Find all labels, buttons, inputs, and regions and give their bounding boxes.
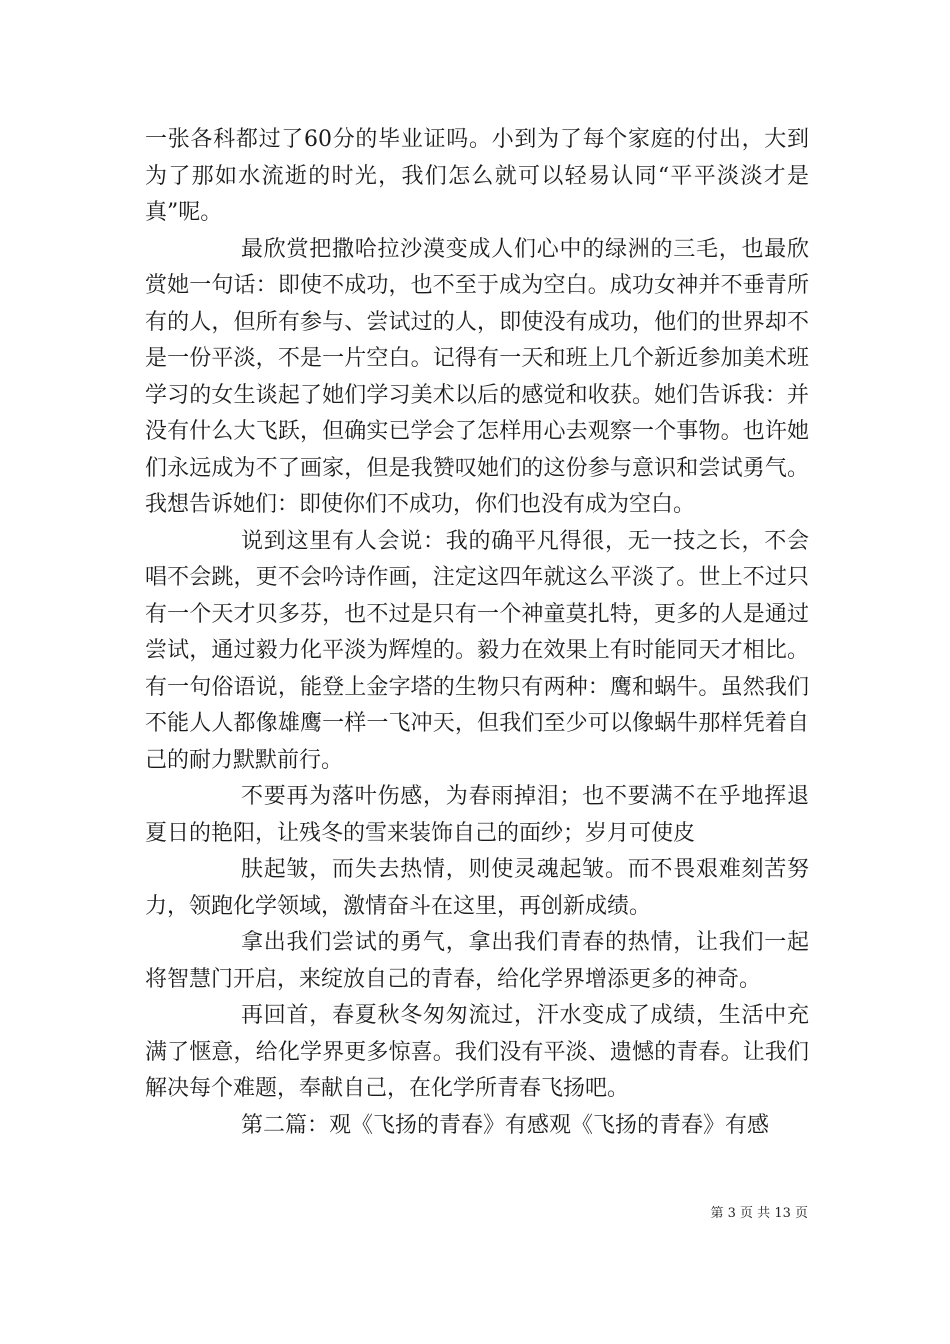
- paragraph-3: 说到这里有人会说：我的确平凡得很，无一技之长，不会唱不会跳，更不会吟诗作画，注定这四年就这么平淡了。世上不过只有一个天才贝多芬，也不过是只有一个神童莫扎特，更多的人是通过尝试，通过毅力化平淡为辉煌的。毅力在效果上有时能同天才相比。有一句俗语说，能登上金字塔的生物只有两种：鹰和蜗牛。虽然我们不能人人都像雄鹰一样一飞冲天，但我们至少可以像蜗牛那样凭着自己的耐力默默前行。: [145, 528, 809, 773]
- paragraph-7: 再回首，春夏秋冬匆匆流过，汗水变成了成绩，生活中充满了惬意，给化学界更多惊喜。我们没有平淡、遗憾的青春。让我们解决每个难题，奉献自己，在化学所青春飞扬吧。: [145, 1003, 809, 1101]
- paragraph-5: 肤起皱，而失去热情，则使灵魂起皱。而不畏艰难刻苦努力，领跑化学领域，激情奋斗在这里，再创新成绩。: [145, 857, 809, 919]
- page-number-footer: 第 3 页 共 13 页: [710, 1206, 808, 1221]
- section-heading-part-two: 第二篇：观《飞扬的青春》有感观《飞扬的青春》有感: [241, 1112, 770, 1138]
- paragraph-2: 最欣赏把撒哈拉沙漠变成人们心中的绿洲的三毛，也最欣赏她一句话：即使不成功，也不至于成为空白。成功女神并不垂青所有的人，但所有参与、尝试过的人，即使没有成功，他们的世界却不是一份平淡，不是一片空白。记得有一天和班上几个新近参加美术班学习的女生谈起了她们学习美术以后的感觉和收获。她们告诉我：并没有什么大飞跃，但确实已学会了怎样用心去观察一个事物。也许她们永远成为不了画家，但是我赞叹她们的这份参与意识和尝试勇气。我想告诉她们：即使你们不成功，你们也没有成为空白。: [145, 236, 809, 517]
- document-body: [145, 122, 809, 1144]
- paragraph-4: 不要再为落叶伤感，为春雨掉泪；也不要满不在乎地挥退夏日的艳阳，让残冬的雪来装饰自己的面纱；岁月可使皮: [145, 784, 809, 846]
- paragraph-1: 一张各科都过了60分的毕业证吗。小到为了每个家庭的付出，大到为了那如水流逝的时光，我们怎么就可以轻易认同“平平淡淡才是真”呢。: [145, 127, 809, 225]
- paragraph-6: 拿出我们尝试的勇气，拿出我们青春的热情，让我们一起将智慧门开启，来绽放自己的青春，给化学界增添更多的神奇。: [145, 930, 809, 992]
